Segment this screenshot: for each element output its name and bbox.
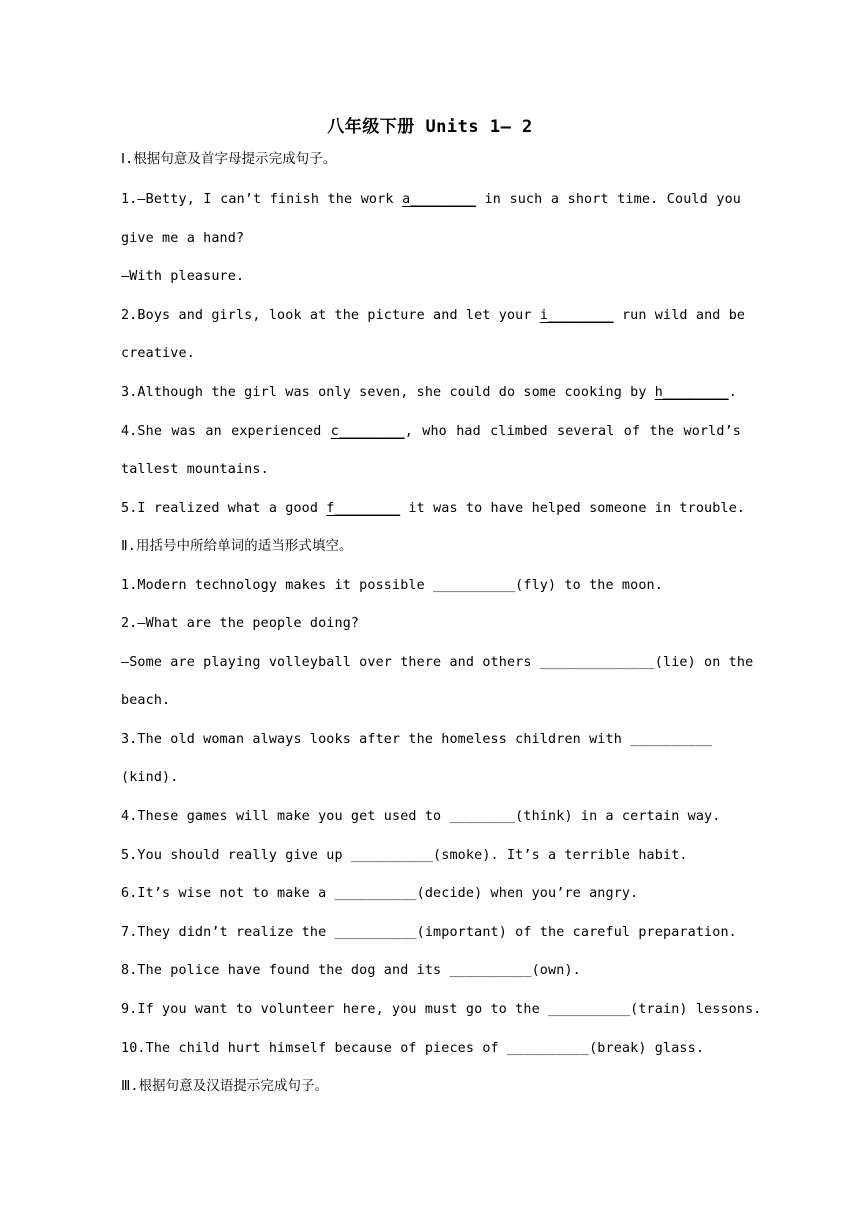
s1-q1-text-a: 1.—Betty, I can’t finish the work xyxy=(121,192,403,207)
s2-q8: 8.The police have found the dog and its __________(own). xyxy=(121,963,581,978)
s1-q2-line1 xyxy=(121,306,746,326)
s1-q2-line2: creative. xyxy=(121,346,195,361)
s1-q3-line1 xyxy=(121,383,741,403)
s1-q3-text-a: 3.Although the girl was only seven, she could do some cooking by xyxy=(121,385,655,400)
s2-q3-line1: 3.The old woman always looks after the homeless children with __________ xyxy=(121,732,713,747)
s1-q1-line3: —With pleasure. xyxy=(121,269,245,284)
s1-q2-blank: i________ xyxy=(539,308,614,323)
s1-q1-line1 xyxy=(121,190,741,210)
s1-q5-blank: f________ xyxy=(326,501,401,516)
s1-q2-text-a: 2.Boys and girls, look at the picture and let your xyxy=(121,308,540,323)
s1-q4-line1 xyxy=(121,422,741,442)
s2-q2-line1: 2.—What are the people doing? xyxy=(121,616,360,631)
s2-q7: 7.They didn’t realize the __________(important) of the careful preparation. xyxy=(121,925,737,940)
s1-q2-text-b: run wild and be xyxy=(613,308,746,323)
s2-q2-line2: —Some are playing volleyball over there and others ______________(lie) on the xyxy=(121,655,754,670)
s2-q6: 6.It’s wise not to make a __________(decide) when you’re angry. xyxy=(121,886,639,901)
s2-q5: 5.You should really give up __________(smoke). It’s a terrible habit. xyxy=(121,848,688,863)
s1-q4-text-b: , who had climbed several of the world’s xyxy=(404,424,742,439)
s1-q4-line2: tallest mountains. xyxy=(121,462,269,477)
s1-q4-blank: c________ xyxy=(330,424,405,439)
page-title: 八年级下册 Units 1— 2 xyxy=(327,117,533,137)
section-3-heading: Ⅲ.根据句意及汉语提示完成句子。 xyxy=(121,1079,329,1094)
s1-q5-text-b: it was to have helped someone in trouble. xyxy=(400,501,746,516)
s2-q2-line3: beach. xyxy=(121,693,171,708)
s1-q1-blank: a________ xyxy=(402,192,477,207)
s1-q5-text-a: 5.I realized what a good xyxy=(121,501,327,516)
section-1-heading: Ⅰ.根据句意及首字母提示完成句子。 xyxy=(121,152,337,167)
s2-q4: 4.These games will make you get used to ________(think) in a certain way. xyxy=(121,809,721,824)
s2-q1: 1.Modern technology makes it possible __________(fly) to the moon. xyxy=(121,578,663,593)
s1-q3-blank: h________ xyxy=(654,385,729,400)
s2-q9: 9.If you want to volunteer here, you must go to the __________(train) lessons. xyxy=(121,1002,762,1017)
s1-q1-text-b: in such a short time. Could you xyxy=(476,192,741,207)
s1-q3-text-b: . xyxy=(728,385,737,400)
s1-q4-text-a: 4.She was an experienced xyxy=(121,424,331,439)
section-2-heading: Ⅱ.用括号中所给单词的适当形式填空。 xyxy=(121,539,353,554)
s1-q1-line2: give me a hand? xyxy=(121,231,245,246)
s2-q3-line2: (kind). xyxy=(121,770,179,785)
s2-q10: 10.The child hurt himself because of pieces of __________(break) glass. xyxy=(121,1041,705,1056)
s1-q5-line1 xyxy=(121,499,746,519)
